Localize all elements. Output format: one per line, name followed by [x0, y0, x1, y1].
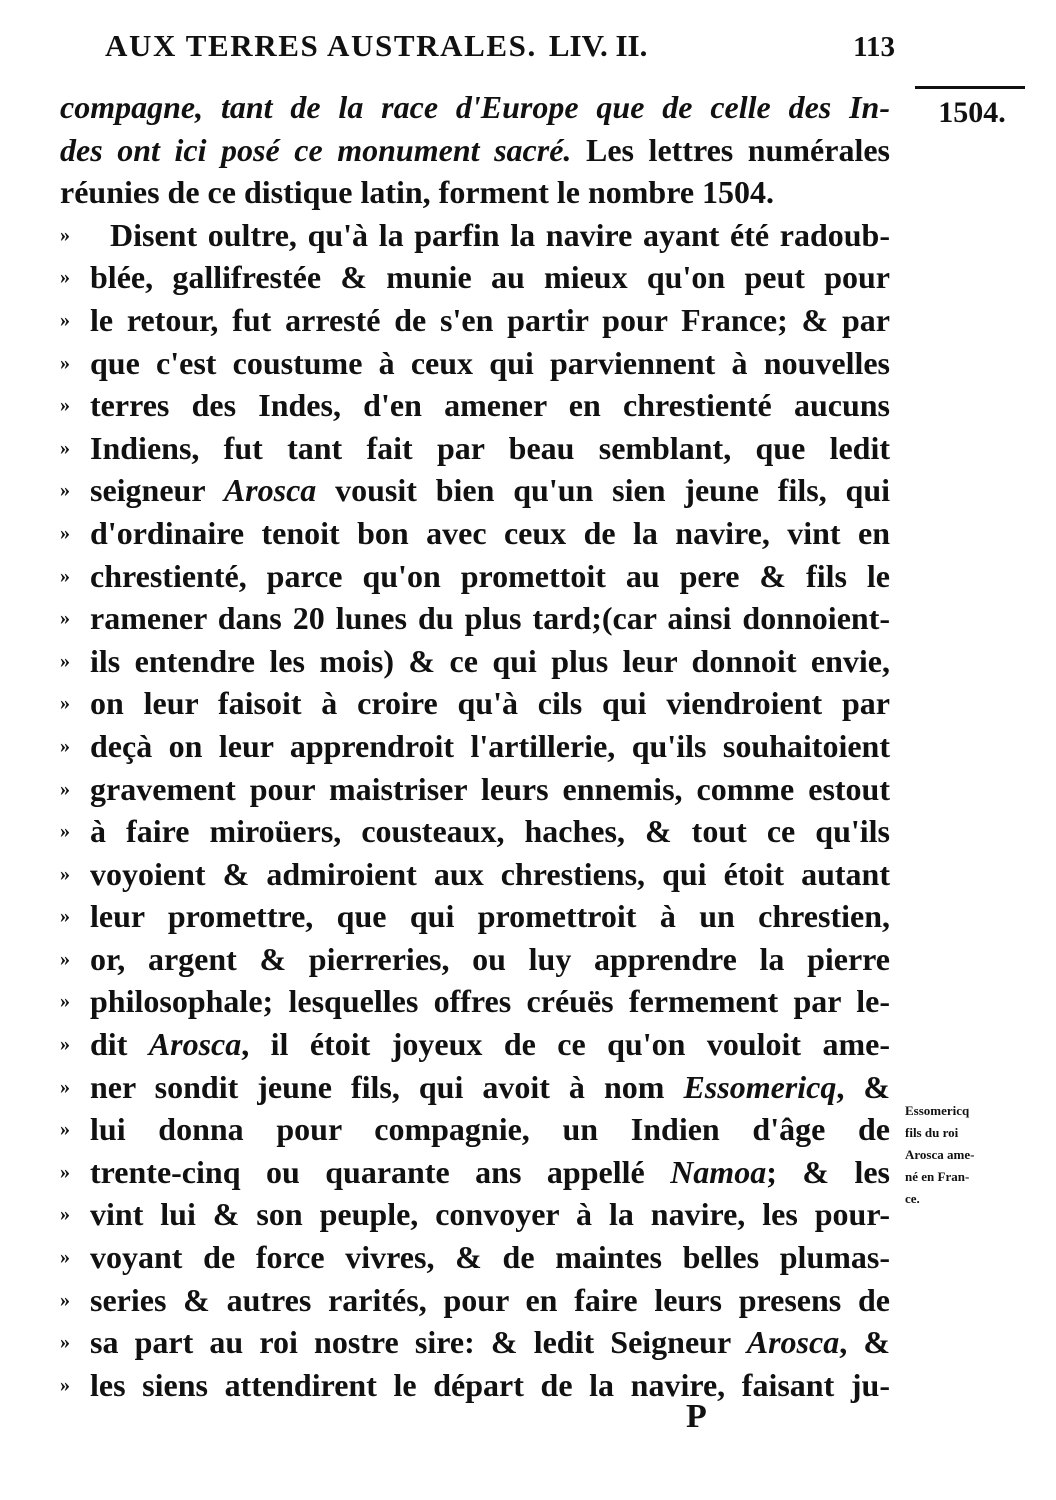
text-run: lui donna pour compagnie, un Indien d'âge de [90, 1111, 890, 1148]
text-run: Les lettres numérales [571, 131, 891, 168]
quote-mark: » [60, 521, 70, 544]
quote-mark: » [60, 1160, 70, 1183]
line-text [90, 512, 890, 555]
quote-mark: » [60, 1246, 70, 1269]
line-text [90, 1364, 890, 1407]
text-run: , & [839, 1324, 891, 1361]
text-run: réunies de ce distique latin, forment le nombre 1504. [60, 174, 775, 211]
text-run: vousit bien qu'un sien jeune fils, qui [316, 472, 891, 509]
margin-note-line: ce. [905, 1191, 920, 1206]
text-run: dit [90, 1026, 149, 1063]
margin-note-line: fils du roi [905, 1125, 959, 1140]
quoted-line [60, 980, 890, 1023]
line-text [90, 1193, 890, 1236]
quoted-line [60, 938, 890, 981]
text-run: gravement pour maistriser leurs ennemis, comme estout [90, 770, 890, 807]
line-text [90, 768, 890, 811]
text-run: terres des Indes, d'en amener en chrestienté aucuns [90, 387, 890, 424]
line-text [90, 938, 890, 981]
text-run: blée, gallifrestée & munie au mieux qu'on peut pour [90, 259, 890, 296]
signature-mark: P [686, 1398, 707, 1435]
text-run: vint lui & son peuple, convoyer à la navire, les pour- [90, 1196, 890, 1233]
quote-mark: » [60, 308, 70, 331]
text-run: les siens attendirent le départ de la navire, faisant ju- [90, 1366, 890, 1403]
quoted-line [60, 299, 890, 342]
line-text [90, 427, 890, 470]
quoted-line [60, 256, 890, 299]
text-run: on leur faisoit à croire qu'à cils qui viendroient par [90, 685, 890, 722]
line-text [90, 1279, 890, 1322]
quote-mark: » [60, 649, 70, 672]
quoted-line [60, 384, 890, 427]
margin-note-line: Arosca ame- [905, 1147, 975, 1162]
text-run: philosophale; lesquelles offres créuës fermement par le- [90, 983, 890, 1020]
italic-text: des ont ici posé ce monument sacré. [60, 131, 572, 168]
line-text [90, 1321, 890, 1364]
quoted-line [60, 682, 890, 725]
text-line [60, 171, 890, 214]
quote-mark: » [60, 990, 70, 1013]
line-text [90, 214, 890, 257]
text-run: , & [836, 1068, 891, 1105]
quoted-line [60, 512, 890, 555]
line-text [90, 597, 890, 640]
text-run: leur promettre, que qui promettroit à un chrestien, [90, 898, 890, 935]
text-run: voyant de force vivres, & de maintes belles plumas- [90, 1239, 890, 1276]
text-run: seigneur [90, 472, 224, 509]
text-run: Indiens, fut tant fait par beau semblant, que ledit [90, 429, 890, 466]
quote-mark: » [60, 862, 70, 885]
book-number: LIV. II. [548, 28, 648, 63]
line-text [90, 555, 890, 598]
line-text [90, 384, 890, 427]
quote-mark: » [60, 1203, 70, 1226]
text-line [60, 86, 890, 129]
text-run: chrestienté, parce qu'on promettoit au pere & fils le [90, 557, 890, 594]
quote-mark: » [60, 1288, 70, 1311]
quoted-line [60, 640, 890, 683]
italic-text: compagne, tant de la race d'Europe que de celle des In- [60, 89, 890, 125]
quoted-line [60, 1023, 890, 1066]
quoted-line [60, 342, 890, 385]
line-text [90, 1236, 890, 1279]
line-text [90, 853, 890, 896]
text-run: le retour, fut arresté de s'en partir pour France; & par [90, 301, 890, 338]
quote-mark: » [60, 1373, 70, 1396]
quoted-line [60, 1151, 890, 1194]
running-title: AUX TERRES AUSTRALES. [105, 28, 537, 63]
quoted-line [60, 768, 890, 811]
text-run: or, argent & pierreries, ou luy apprendre la pierre [90, 940, 890, 977]
line-text [90, 299, 890, 342]
quote-mark: » [60, 692, 70, 715]
quote-mark: » [60, 1118, 70, 1141]
margin-year: 1504. [938, 96, 1006, 129]
text-run: ; & les [766, 1153, 891, 1190]
margin-rule [915, 86, 1025, 89]
line-text [90, 256, 890, 299]
text-run: , il étoit joyeux de ce qu'on vouloit ame- [241, 1026, 891, 1063]
quoted-line [60, 725, 890, 768]
italic-text: Arosca [223, 472, 317, 509]
quote-mark: » [60, 777, 70, 800]
quoted-line [60, 1108, 890, 1151]
text-run: series & autres rarités, pour en faire leurs presens de [90, 1281, 890, 1318]
text-run: que c'est coustume à ceux qui parviennent à nouvelles [90, 344, 890, 381]
text-run: trente-cinq ou quarante ans appellé [90, 1153, 671, 1190]
quote-mark: » [60, 436, 70, 459]
text-run: ils entendre les mois) & ce qui plus leur donnoit envie, [90, 642, 890, 679]
quote-mark: » [60, 1075, 70, 1098]
line-text [90, 469, 890, 512]
body-text [60, 86, 890, 1406]
quoted-line [60, 469, 890, 512]
quote-mark: » [60, 734, 70, 757]
text-run: deçà on leur apprendroit l'artillerie, qu'ils souhaitoient [90, 727, 890, 764]
running-header [105, 28, 895, 78]
quoted-line [60, 597, 890, 640]
line-text [90, 810, 890, 853]
quoted-line [60, 1066, 890, 1109]
quote-mark: » [60, 1033, 70, 1056]
text-run: Disent oultre, qu'à la parfin la navire ayant été radoub- [110, 216, 890, 253]
italic-text: Essomericq [683, 1068, 837, 1105]
text-run: d'ordinaire tenoit bon avec ceux de la navire, vint en [90, 514, 890, 551]
quoted-line [60, 1364, 890, 1407]
quoted-line [60, 555, 890, 598]
line-text [90, 725, 890, 768]
text-run: ramener dans 20 lunes du plus tard;(car ainsi donnoient- [90, 600, 890, 637]
quote-mark: » [60, 351, 70, 374]
text-run: sa part au roi nostre sire: & ledit Seigneur [90, 1324, 747, 1361]
line-text [90, 640, 890, 683]
line-text [90, 980, 890, 1023]
line-text [90, 342, 890, 385]
text-run: ner sondit jeune fils, qui avoit à nom [90, 1068, 684, 1105]
quoted-line [60, 810, 890, 853]
line-text [90, 1066, 890, 1109]
quoted-line [60, 853, 890, 896]
line-text [90, 895, 890, 938]
quoted-line [60, 1321, 890, 1364]
quoted-line [60, 214, 890, 257]
quoted-line [60, 1193, 890, 1236]
quote-mark: » [60, 1331, 70, 1354]
line-text [90, 1023, 890, 1066]
margin-note [905, 1100, 1023, 1210]
margin-note-line: Essomericq [905, 1103, 970, 1118]
italic-text: Arosca [746, 1324, 840, 1361]
quote-mark: » [60, 394, 70, 417]
italic-text: Namoa [670, 1153, 767, 1190]
quote-mark: » [60, 607, 70, 630]
text-run: à faire miroüers, cousteaux, haches, & tout ce qu'ils [90, 813, 890, 850]
quote-mark: » [60, 820, 70, 843]
italic-text: Arosca [148, 1026, 242, 1063]
line-text [90, 1108, 890, 1151]
text-line [60, 129, 890, 172]
quote-mark: » [60, 947, 70, 970]
quote-mark: » [60, 266, 70, 289]
line-text [90, 1151, 890, 1194]
quote-mark: » [60, 223, 70, 246]
quote-mark: » [60, 479, 70, 502]
quoted-line [60, 895, 890, 938]
margin-note-line: né en Fran- [905, 1169, 970, 1184]
quoted-line [60, 1279, 890, 1322]
quoted-line [60, 1236, 890, 1279]
page-number: 113 [853, 31, 895, 63]
quote-mark: » [60, 564, 70, 587]
text-run: voyoient & admiroient aux chrestiens, qui étoit autant [90, 855, 890, 892]
line-text [90, 682, 890, 725]
quoted-line [60, 427, 890, 470]
quote-mark: » [60, 905, 70, 928]
